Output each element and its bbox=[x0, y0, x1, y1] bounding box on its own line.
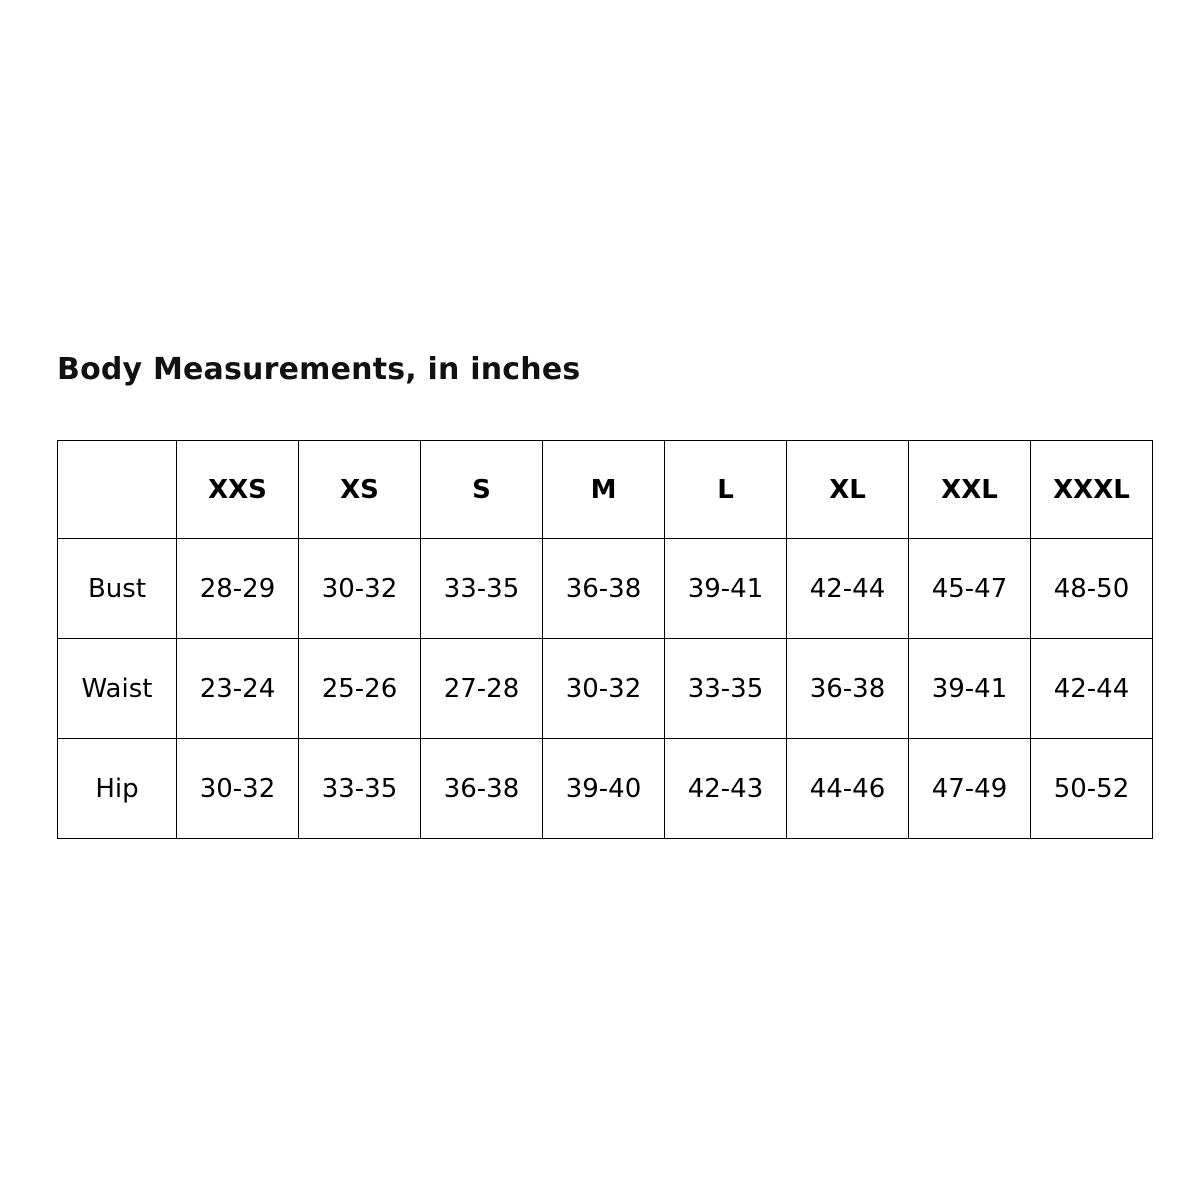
row-header-bust: Bust bbox=[58, 539, 177, 639]
column-header-xxl: XXL bbox=[909, 441, 1031, 539]
cell-hip-xxxl: 50-52 bbox=[1031, 739, 1153, 839]
cell-hip-l: 42-43 bbox=[665, 739, 787, 839]
row-header-hip: Hip bbox=[58, 739, 177, 839]
cell-waist-m: 30-32 bbox=[543, 639, 665, 739]
cell-bust-s: 33-35 bbox=[421, 539, 543, 639]
table-row bbox=[58, 639, 1153, 739]
cell-hip-xxl: 47-49 bbox=[909, 739, 1031, 839]
column-header-xl: XL bbox=[787, 441, 909, 539]
cell-bust-xxs: 28-29 bbox=[177, 539, 299, 639]
cell-waist-xxs: 23-24 bbox=[177, 639, 299, 739]
cell-hip-s: 36-38 bbox=[421, 739, 543, 839]
cell-bust-xxxl: 48-50 bbox=[1031, 539, 1153, 639]
body-measurements-table bbox=[57, 440, 1153, 839]
cell-waist-xl: 36-38 bbox=[787, 639, 909, 739]
table-corner-cell bbox=[58, 441, 177, 539]
cell-bust-xs: 30-32 bbox=[299, 539, 421, 639]
column-header-l: L bbox=[665, 441, 787, 539]
cell-hip-xxs: 30-32 bbox=[177, 739, 299, 839]
cell-bust-xl: 42-44 bbox=[787, 539, 909, 639]
cell-waist-xxxl: 42-44 bbox=[1031, 639, 1153, 739]
column-header-xs: XS bbox=[299, 441, 421, 539]
cell-hip-m: 39-40 bbox=[543, 739, 665, 839]
cell-bust-xxl: 45-47 bbox=[909, 539, 1031, 639]
cell-hip-xl: 44-46 bbox=[787, 739, 909, 839]
table-row bbox=[58, 739, 1153, 839]
cell-hip-xs: 33-35 bbox=[299, 739, 421, 839]
cell-waist-xs: 25-26 bbox=[299, 639, 421, 739]
row-header-waist: Waist bbox=[58, 639, 177, 739]
page-title: Body Measurements, in inches bbox=[57, 352, 581, 387]
table-header-row bbox=[58, 441, 1153, 539]
column-header-m: M bbox=[543, 441, 665, 539]
column-header-s: S bbox=[421, 441, 543, 539]
cell-waist-s: 27-28 bbox=[421, 639, 543, 739]
cell-waist-xxl: 39-41 bbox=[909, 639, 1031, 739]
table-row bbox=[58, 539, 1153, 639]
column-header-xxs: XXS bbox=[177, 441, 299, 539]
cell-waist-l: 33-35 bbox=[665, 639, 787, 739]
cell-bust-m: 36-38 bbox=[543, 539, 665, 639]
cell-bust-l: 39-41 bbox=[665, 539, 787, 639]
column-header-xxxl: XXXL bbox=[1031, 441, 1153, 539]
